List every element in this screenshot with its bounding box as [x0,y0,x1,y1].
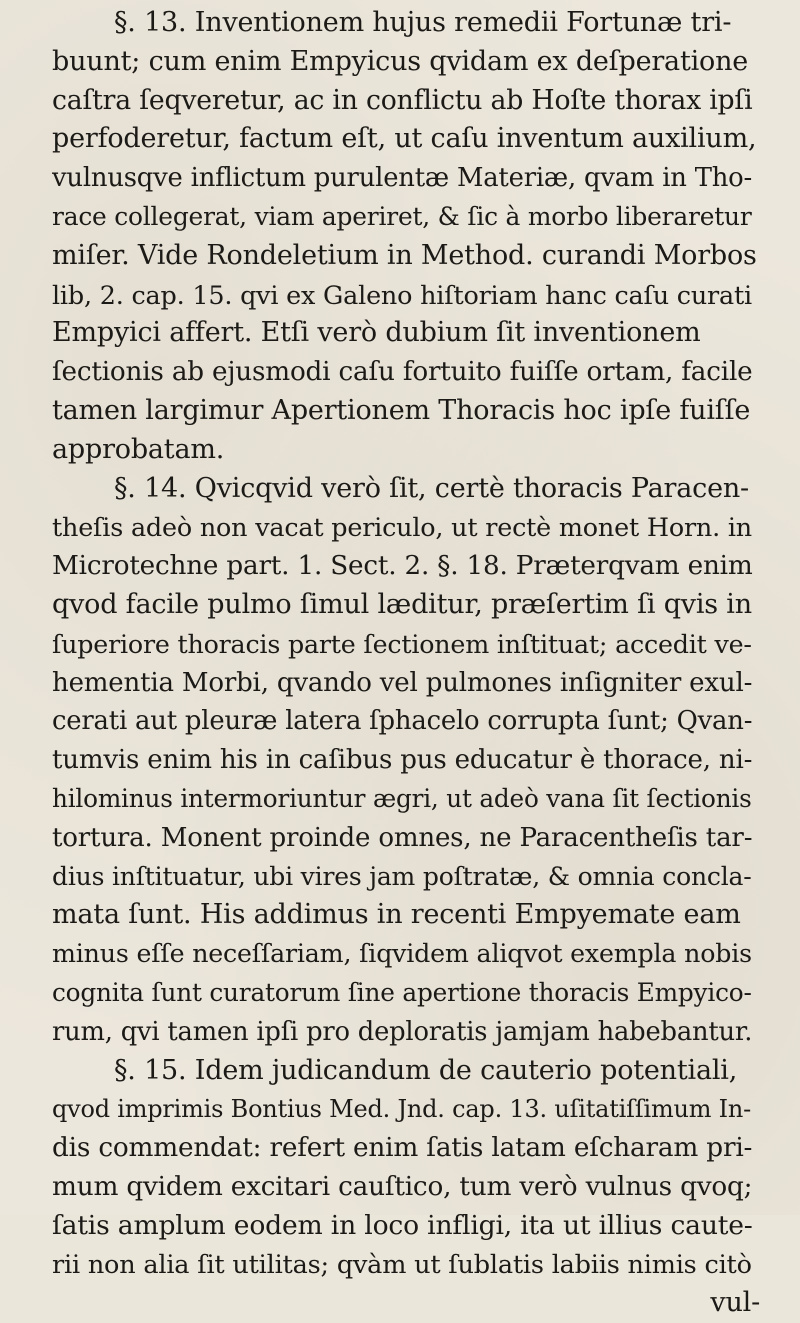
text-line: tamen largimur Apertionem Thoracis hoc ipſe fuiſſe [52,394,751,426]
text-line: rii non alia ſit utilitas; qvàm ut ſublatis labiis nimis citò [52,1249,752,1280]
text-line: mata ſunt. His addimus in recenti Empyemate eam [52,899,741,931]
text-line: vulnusqve inflictum purulentæ Materiæ, qvam in Tho- [52,163,753,194]
text-line: §. 13. Inventionem hujus remedii Fortunæ tri- [114,7,732,38]
text-line: caſtra ſeqveretur, ac in conflictu ab Hoſte thorax ipſi [52,84,753,116]
text-line: dius inſtituatur, ubi vires jam poſtratæ, & omnia concla- [52,861,752,891]
text-line: Empyici affert. Etſi verò dubium ſit inventionem [52,317,701,349]
text-line: lib, 2. cap. 15. qvi ex Galeno hiſtoriam hanc caſu curati [52,279,752,310]
text-line: buunt; cum enim Empyicus qvidam ex deſperatione [52,45,749,77]
text-line: theſis adeò non vacat periculo, ut rectè monet Horn. in [52,512,752,543]
text-line: dis commendat: refert enim ſatis latam eſcharam pri- [52,1133,753,1164]
text-line: cerati aut pleuræ latera ſphacelo corrupta ſunt; Qvan- [52,706,753,737]
text-line: rum, qvi tamen ipſi pro deploratis jamjam habebantur. [52,1016,753,1047]
text-line: tumvis enim his in caſibus pus educatur è thorace, ni- [52,745,753,776]
text-line: minus eſſe neceſſariam, ſiqvidem aliqvot exempla nobis [52,939,752,969]
text-line: ſectionis ab ejusmodi caſu fortuito fuiſſe ortam, facile [52,357,753,388]
text-line: ſuperiore thoracis parte ſectionem inſtituat; accedit ve- [52,628,752,659]
text-line: qvod facile pulmo ſimul læditur, præſertim ſi qvis in [52,588,752,620]
text-line: ſatis amplum eodem in loco infligi, ita ut illius caute- [52,1209,753,1241]
text-line: hementia Morbi, qvando vel pulmones inſigniter exul- [52,667,753,698]
text-line: qvod imprimis Bontius Med. Jnd. cap. 13. uſitatiſſimum In- [52,1095,752,1124]
text-line: perfoderetur, factum eſt, ut caſu inventum auxilium, [52,123,757,155]
text-line: cognita ſunt curatorum ſine apertione thoracis Empyico- [52,977,752,1007]
text-line: §. 14. Qvicqvid verò ſit, certè thoracis Paracen- [114,472,749,504]
text-line: race collegerat, viam aperiret, & ſic à morbo liberaretur [52,201,752,231]
text-line: miſer. Vide Rondeletium in Method. curandi Morbos [52,239,757,271]
text-line: approbatam. [52,433,225,465]
text-line: Microtechne part. 1. Sect. 2. §. 18. Præterqvam enim [52,551,753,582]
catchword: vul- [710,1287,760,1319]
text-line: hilominus intermoriuntur ægri, ut adeò vana ſit ſectionis [52,783,752,813]
text-line: mum qvidem excitari cauſtico, tum verò vulnus qvoq; [52,1171,753,1202]
text-line: §. 15. Idem judicandum de cauterio potentiali, [114,1054,738,1086]
latin-text-body [52,4,760,1323]
text-line: tortura. Monent proinde omnes, ne Paracentheſis tar- [52,822,753,853]
